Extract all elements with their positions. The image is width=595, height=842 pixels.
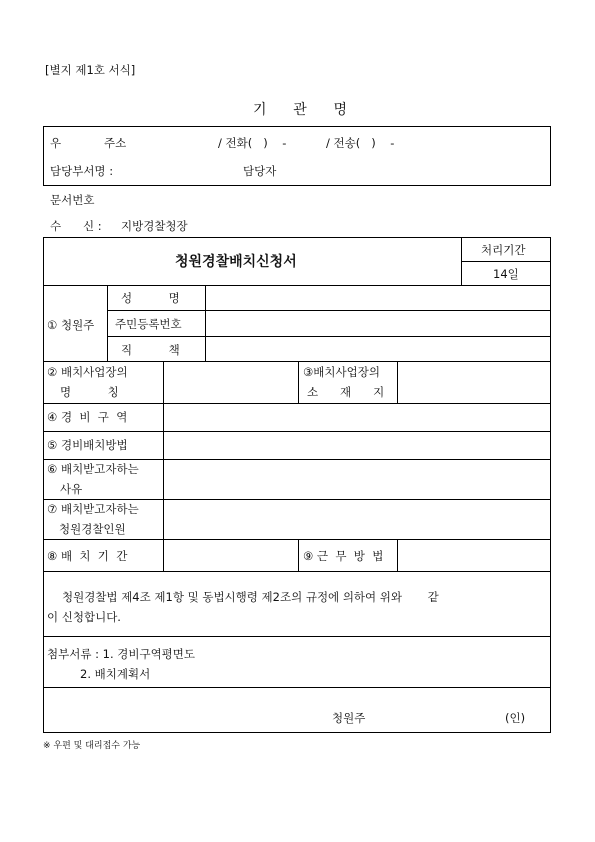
address-label: 주소 <box>104 136 127 150</box>
position-label: 직 책 <box>121 343 180 357</box>
statement-line1: 청원경찰법 제4조 제1항 및 동법시행령 제2조의 규정에 의하여 위와 같 <box>62 590 439 604</box>
fax-label: / 전송( ) - <box>326 136 395 150</box>
resident-number-label: 주민등록번호 <box>115 317 182 331</box>
form-number: [별지 제1호 서식] <box>45 63 136 77</box>
guard-area-field[interactable] <box>165 405 549 429</box>
name-label: 성 명 <box>121 291 180 305</box>
workplace-name-label-line1: ② 배치사업장의 <box>47 365 128 379</box>
guard-area-label: ④ 경 비 구 역 <box>47 410 128 424</box>
guard-method-field[interactable] <box>165 433 549 457</box>
personnel-label-line1: ⑦ 배치받고자하는 <box>47 502 139 516</box>
footnote: ※ 우편 및 대리접수 가능 <box>43 741 141 751</box>
form-title: 청원경찰배치신청서 <box>175 254 297 270</box>
workplace-location-field[interactable] <box>399 363 549 401</box>
attachment-item-2: 2. 배치계획서 <box>80 667 151 681</box>
phone-label: / 전화( ) - <box>218 136 287 150</box>
name-field[interactable] <box>207 287 549 309</box>
position-field[interactable] <box>207 338 549 360</box>
officer-label: 담당자 <box>243 164 277 178</box>
resident-number-field[interactable] <box>207 312 549 335</box>
processing-period-value: 14일 <box>493 267 519 281</box>
agency-name: 기 관 명 <box>253 102 347 118</box>
department-label: 담당부서명 : <box>50 164 114 178</box>
workplace-name-label-line2: 명 칭 <box>60 385 119 399</box>
postal-label: 우 <box>50 136 62 150</box>
header-box <box>43 126 551 186</box>
workplace-location-label-line1: ③배치사업장의 <box>303 365 380 379</box>
signature-field[interactable] <box>372 703 498 729</box>
seal-mark: (인) <box>505 711 526 725</box>
reason-field[interactable] <box>165 461 549 497</box>
reason-label-line1: ⑥ 배치받고자하는 <box>47 462 139 476</box>
period-label: ⑧ 배 치 기 간 <box>47 549 128 563</box>
workplace-name-field[interactable] <box>165 363 296 401</box>
work-method-label: ⑨ 근 무 방 법 <box>303 549 384 563</box>
reason-label-line2: 사유 <box>60 482 83 496</box>
processing-period-label: 처리기간 <box>481 243 526 257</box>
attachments-label: 첨부서류 : 1. 경비구역평면도 <box>47 647 196 661</box>
recipient-value: 지방경찰청장 <box>121 219 188 233</box>
workplace-location-label-line2: 소 재 지 <box>307 385 385 399</box>
guard-method-label: ⑤ 경비배치방법 <box>47 438 128 452</box>
applicant-section-label: ① 청원주 <box>47 318 95 332</box>
personnel-label-line2: 청원경찰인원 <box>59 522 126 536</box>
recipient-label: 수 신 : <box>50 219 102 233</box>
personnel-field[interactable] <box>165 501 549 537</box>
work-method-field[interactable] <box>399 541 549 569</box>
period-field[interactable] <box>165 541 296 569</box>
doc-number-label: 문서번호 <box>50 193 95 207</box>
signature-applicant-label: 청원주 <box>332 711 366 725</box>
statement-line2: 이 신청합니다. <box>47 610 121 624</box>
